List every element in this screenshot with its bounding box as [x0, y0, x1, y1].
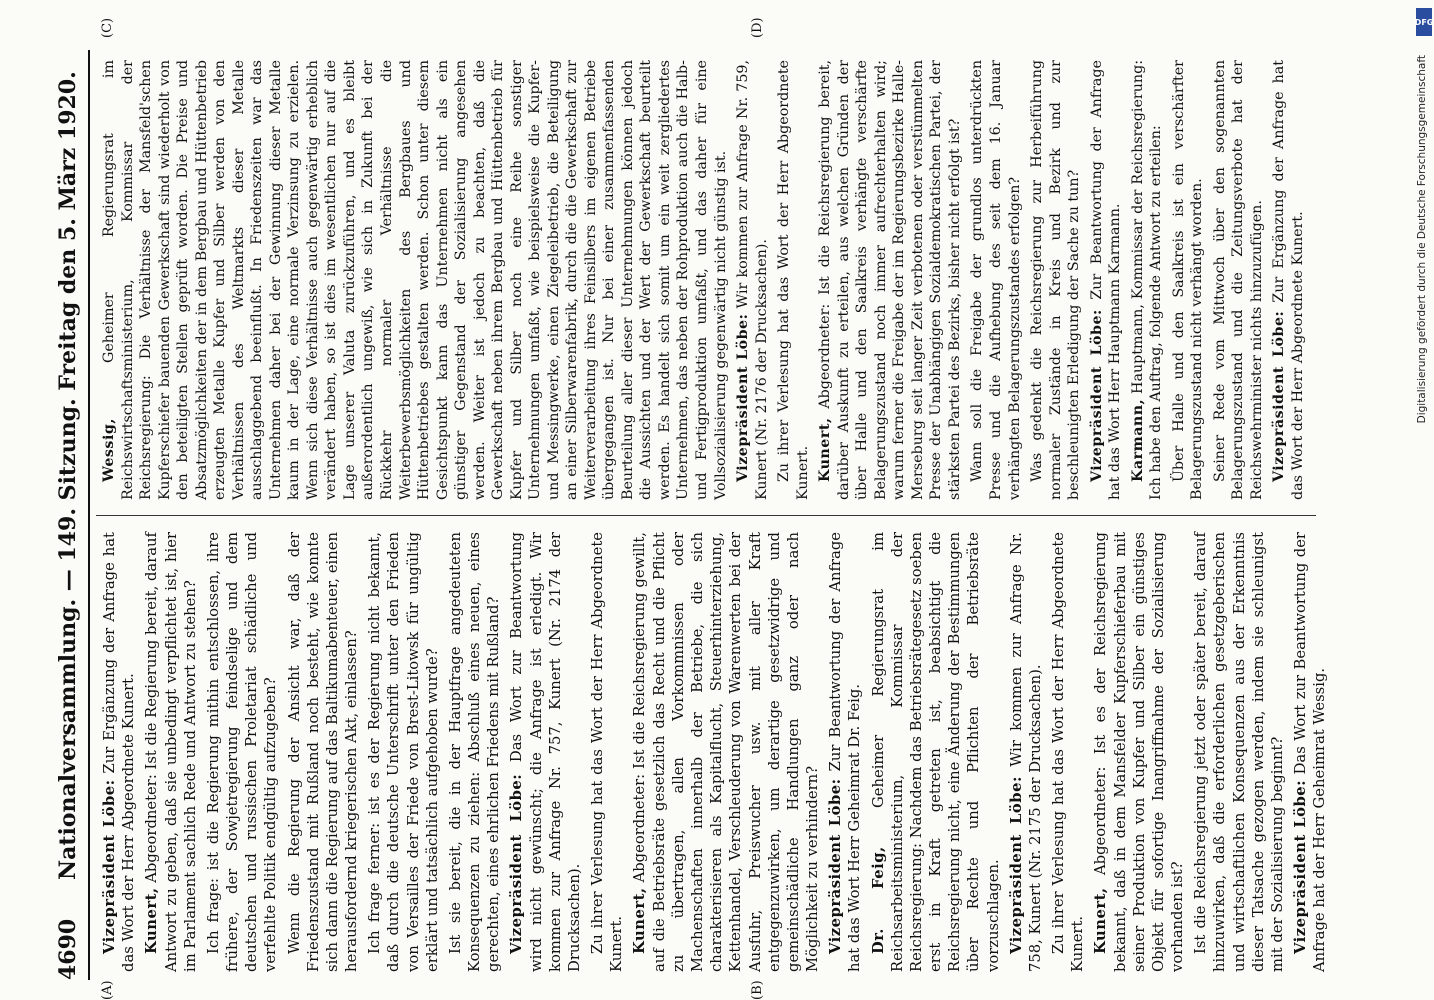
- text-column-right: [100, 60, 1311, 500]
- paragraph: [204, 532, 281, 972]
- page-header: [48, 50, 90, 980]
- paragraph: [446, 532, 504, 972]
- paragraph-text: Zur Ergänzung der Anfrage hat das Wort der Herr Abgeordnete Kunert.: [101, 532, 138, 972]
- paragraph-text: Über Halle und den Saalkreis ist ein verschärfter Belagerungszustand nicht verhängt worden.: [1170, 60, 1206, 500]
- paragraph: [1091, 532, 1187, 972]
- speaker-name: Kunert,: [817, 417, 834, 482]
- speaker-name: Vizepräsident Löbe:: [101, 779, 118, 954]
- paragraph: [285, 532, 362, 972]
- dfg-logo: DFG: [1416, 8, 1432, 36]
- paragraph-text: Wir kommen zur Anfrage Nr. 759, Kunert (Nr. 2176 der Drucksachen).: [735, 60, 770, 500]
- speaker-name: Wessig,: [101, 418, 117, 482]
- paragraph: [365, 532, 442, 972]
- speaker-name: Vizepräsident Löbe:: [1088, 309, 1105, 482]
- paragraph: [100, 532, 138, 972]
- paragraph: [507, 532, 584, 972]
- paragraph-text: Wann soll die Freigabe der grundlos unterdrückten Presse und die Aufhebung des seit dem 16. Januar verhängten Belagerungszustandes erfolgen?: [969, 60, 1023, 500]
- paragraph-text: Wir kommen zur Anfrage Nr. 758, Kunert (Nr. 2175 der Drucksachen).: [1007, 532, 1044, 972]
- speaker-name: Vizepräsident Löbe:: [1271, 310, 1288, 482]
- paragraph-text: Zu ihrer Verlesung hat das Wort der Herr Abgeordnete Kunert.: [776, 60, 811, 500]
- paragraph: [1028, 60, 1084, 500]
- digitization-credit: [1412, 0, 1432, 1000]
- paragraph: [1049, 532, 1087, 972]
- credit-text: Digitalisierung gefördert durch die Deutsche Forschungsgemeinschaft: [1416, 55, 1428, 424]
- paragraph: [869, 532, 1003, 972]
- speaker-name: Kunert,: [1092, 887, 1110, 954]
- margin-mark-c: (C): [100, 17, 115, 38]
- paragraph-text: Ich frage: ist die Regierung mithin entschlossen, ihre frühere, der Sowjetregierung feindselige und dem deutschen und russischen Proletariat schädliche und verfehlte Politik endgültig aufzugeben?: [204, 532, 280, 972]
- paragraph-text: Zur Beantwortung der Anfrage hat das Wort Herr Hauptmann Karmann.: [1088, 60, 1124, 500]
- speaker-name: Vizepräsident Löbe:: [735, 313, 752, 482]
- paragraph: [775, 60, 812, 500]
- paragraph: [734, 60, 771, 500]
- paragraph: [1291, 532, 1329, 972]
- paragraph-text: Zur Beantwortung der Anfrage hat das Wort Herr Geheimrat Dr. Feig.: [827, 532, 864, 972]
- paragraph: [142, 532, 200, 972]
- paragraph-text: Geheimer Regierungsrat im Reichsarbeitsministerium, Kommissar der Reichsregierung: Nachdem das Betriebsrätegesetz soeben erst in Kraft getreten ist, beabsichtigt die Reichsregierung nicht, eine Änderung der Bestimmungen über Rechte und Pflichten der Betriebsräte vorzuschlagen.: [869, 532, 1002, 972]
- paragraph-text: Abgeordneter: Ist es der Reichsregierung bekannt, daß in dem Mansfelder Kupferschieferbau mit seiner Produktion von Kupfer und Silber ein günstiges Objekt für sofortige Inangriffnahme der Sozialisierung vorhanden ist?: [1092, 532, 1187, 972]
- paragraph: [1191, 532, 1287, 972]
- paragraph: [1129, 60, 1166, 500]
- paragraph: [100, 60, 730, 500]
- paragraph: [1007, 532, 1045, 972]
- speaker-name: Vizepräsident Löbe:: [1292, 779, 1310, 954]
- paragraph-text: Seiner Rede vom Mittwoch über den sogenannten Belagerungszustand und die Zeitungsverbote hat der Reichswehrminister nichts hinzuzufügen.: [1211, 60, 1265, 500]
- margin-mark-d: (D): [750, 17, 765, 38]
- paragraph-text: Zu ihrer Verlesung hat das Wort der Herr Abgeordnete Kunert.: [1050, 532, 1087, 972]
- paragraph-text: Ist sie bereit, die in der Hauptfrage angedeuteten Konsequenzen zu ziehen: Abschluß eines neuen, eines gerechten, eines ehrlichen Friedens mit Rußland?: [446, 532, 503, 972]
- paragraph-text: Geheimer Regierungsrat im Reichswirtschaftsministerium, Kommissar der Reichsregierung: Die Verhältnisse der Mansfeld'schen Kupferschiefer bauenden Gewerkschaft sind wiederholt von den beteiligten Stellen geprüft worden. Die Preise und Absatzmöglichkeiten der in dem Bergbau und Hüttenbetrieb erzeugten Metalle Kupfer und Silber werden von den Verhältnissen des Weltmarkts dieser Metalle ausschlaggebend beeinflußt. In Friedenszeiten war das Unternehmen daher bei der Gewinnung dieser Metalle kaum in der Lage, eine normale Verzinsung zu erzielen. Wenn sich diese Verhältnisse auch gegenwärtig erheblich verändert haben, so ist dies im wesentlichen nur auf die Lage unserer Valuta zurückzuführen, und es bleibt außerordentlich ungewiß, wie sich in Zukunft bei der Rückkehr normaler Verhältnisse die Weiterbewerbsmöglichkeiten des Bergbaues und Hüttenbetriebes gestalten werden. Schon unter diesem Gesichtspunkt kann das Unternehmen nicht als ein günstiger Gegenstand der Sozialisierung angesehen werden. Weiter ist jedoch zu beachten, daß die Gewerkschaft neben ihrem Bergbau und Hüttenbetrieb für Kupfer und Silber noch eine Reihe sonstiger Unternehmungen umfaßt, wie beispielsweise die Kupfer- und Messingwerke, einen Ziegeleibetrieb, die Beteiligung an einer Silberwarenfabrik, durch die die Gewerkschaft zur Weiterverarbeitung ihres Feinsilbers im eigenen Betriebe übergegangen ist. Nur bei einer zusammenfassenden Beurteilung aller dieser Unternehmungen können jedoch die Aussichten und der Wert der Gewerkschaft beurteilt werden. Es handelt sich somit um ein weit zergliedertes Unternehmen, das neben der Rohproduktion auch die Halb- und Fertigproduktion umfaßt, und das daher für eine Vollsozialisierung gegenwärtig nicht günstig ist.: [101, 60, 729, 500]
- paragraph: [1211, 60, 1267, 500]
- paragraph-text: Abgeordneter: Ist die Regierung bereit, darauf Antwort zu geben, daß sie unbedingt verpflichtet ist, hier im Parlament sachlich Rede und Antwort zu stehen?: [143, 531, 199, 972]
- paragraph-text: Ich frage ferner: ist es der Regierung nicht bekannt, daß durch die deutsche Unterschrift unter den Frieden von Versailles der Friede von Brest-Litowsk für ungültig erklärt und tatsächlich aufgehoben wurde?: [366, 532, 441, 972]
- paragraph-text: Was gedenkt die Reichsregierung zur Herbeiführung normaler Zustände in Kreis und Bezirk und zur beschleunigten Erledigung der Sache zu tun?: [1029, 60, 1083, 500]
- page-number: 4690: [55, 918, 81, 980]
- paragraph: [630, 532, 822, 972]
- rotated-document-page: [30, 0, 1360, 1000]
- speaker-name: Vizepräsident Löbe:: [508, 773, 526, 954]
- paragraph-text: Zu ihrer Verlesung hat das Wort der Herr Abgeordnete Kunert.: [589, 532, 626, 972]
- paragraph-text: Abgeordneter: Ist die Reichsregierung bereit, darüber Auskunft zu erteilen, aus welchen Gründen der über Halle und den Saalkreis verhängte verschärfte Belagerungszustand noch immer aufrechterhalten wird; warum ferner die Freigabe der im Regierungsbezirke Halle-Merseburg seit langer Zeit verbotenen oder verstümmelten Presse der Unabhängigen Sozialdemokratischen Partei, der stärksten Partei des Bezirks, bisher nicht erfolgt ist?: [817, 59, 963, 500]
- paragraph: [968, 60, 1024, 500]
- speaker-name: Vizepräsident Löbe:: [1007, 776, 1025, 954]
- paragraph-text: Wenn die Regierung der Ansicht war, daß der Friedenszustand mit Rußland noch besteht, wie konnte sich dann die Regierung auf das Baltikumabenteuer, einen herausfordernd kriegerischen Akt, einlassen?: [285, 532, 361, 972]
- paragraph: [826, 532, 864, 972]
- paragraph: [1088, 60, 1125, 500]
- margin-mark-b: (B): [750, 980, 765, 1000]
- paragraph-text: Das Wort zur Beantwortung wird nicht gewünscht; die Anfrage ist erledigt. Wir kommen zur Anfrage Nr. 757, Kunert (Nr. 2174 der Drucksachen).: [508, 532, 583, 972]
- margin-mark-a: (A): [100, 980, 115, 1000]
- paragraph: [588, 532, 626, 972]
- speaker-name: Kunert,: [631, 887, 649, 954]
- paragraph-text: Hauptmann, Kommissar der Reichsregierung: Ich habe den Auftrag, folgende Antwort zu erteilen:: [1129, 59, 1165, 500]
- paragraph-text: Das Wort zur Beantwortung der Anfrage hat der Herr Geheimrat Wessig.: [1292, 532, 1329, 972]
- page-title: Nationalversammlung. — 149. Sitzung. Freitag den 5. März 1920.: [55, 71, 81, 880]
- speaker-name: Kunert,: [143, 887, 161, 954]
- paragraph-text: Zur Ergänzung der Anfrage hat das Wort der Herr Abgeordnete Kunert.: [1271, 60, 1306, 500]
- paragraph: [816, 60, 964, 500]
- speaker-name: Karmann,: [1129, 398, 1146, 482]
- paragraph: [1270, 60, 1307, 500]
- text-column-left: [100, 532, 1333, 972]
- paragraph-text: Ist die Reichsregierung jetzt oder später bereit, darauf hinzuwirken, daß die erforderlichen gesetzgeberischen und wirtschaftlichen Konsequenzen aus der Erkenntnis dieser Tatsache gezogen werden, indem sie schleunigst mit der Sozialisierung beginnt?: [1192, 532, 1286, 972]
- paragraph: [1170, 60, 1207, 500]
- speaker-name: Dr. Feig,: [869, 846, 887, 954]
- speaker-name: Vizepräsident Löbe:: [827, 778, 845, 954]
- paragraph-text: Abgeordneter: Ist die Reichsregierung gewillt, auf die Betriebsräte gesetzlich das Recht und die Pflicht zu übertragen, allen Vorkommnissen oder Machenschaften innerhalb der Betriebe, die sich charakterisieren als Kapitalflucht, Steuerhinterziehung, Kettenhandel, Verschleuderung von Warenwerten bei der Ausfuhr, Preiswucher usw. mit aller Kraft entgegenzuwirken, um derartige gesetzwidrige und gemeinschädliche Handlungen ganz oder nach Möglichkeit zu verhindern?: [631, 532, 822, 972]
- column-divider: [96, 515, 1316, 516]
